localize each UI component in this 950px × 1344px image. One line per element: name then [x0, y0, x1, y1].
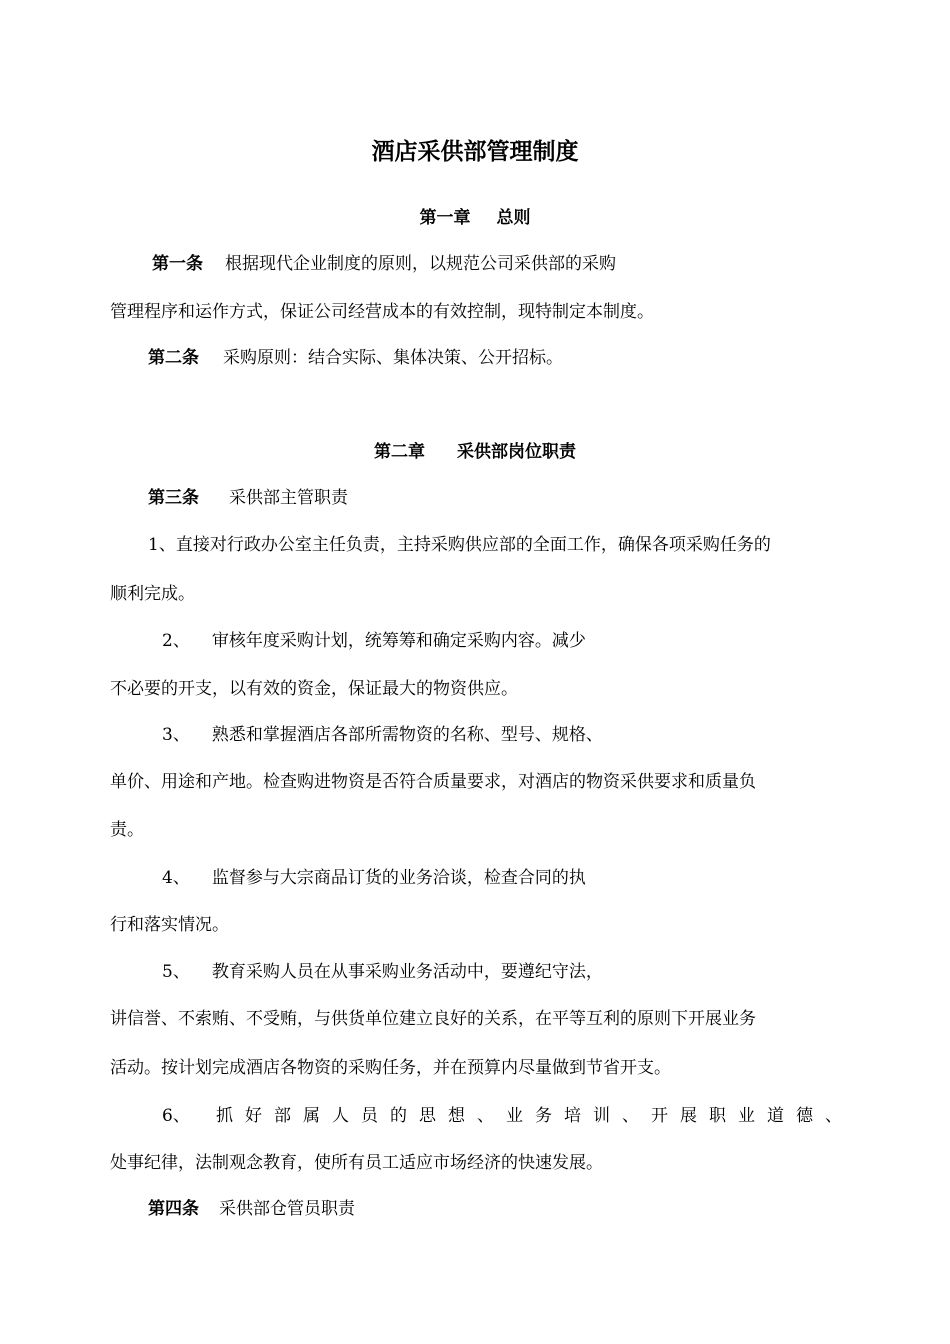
item-6-char: 展: [680, 1106, 697, 1126]
item-6-char: 部: [274, 1106, 291, 1126]
document-title: 酒店采供部管理制度: [371, 139, 579, 165]
item-6-char: 业: [506, 1106, 523, 1126]
item-2-line-2: 不必要的开支，以有效的资金，保证最大的物资供应。: [110, 679, 518, 699]
item-3-line-2: 单价、用途和产地。检查购进物资是否符合质量要求，对酒店的物资采供要求和质量负: [110, 772, 756, 792]
item-6-char: 、: [622, 1106, 639, 1126]
item-6-char: 思: [419, 1106, 436, 1126]
item-6-char: 业: [738, 1106, 755, 1126]
article-4-text: 采供部仓管员职责: [219, 1199, 355, 1219]
item-6-char: 德: [796, 1106, 813, 1126]
article-3-text: 采供部主管职责: [229, 488, 348, 508]
item-6-line-2: 处事纪律，法制观念教育，使所有员工适应市场经济的快速发展。: [110, 1153, 603, 1173]
article-2-text: 采购原则：结合实际、集体决策、公开招标。: [223, 348, 563, 368]
item-6-char: 抓: [216, 1106, 233, 1126]
item-6-char: 训: [593, 1106, 610, 1126]
item-3-text: 熟悉和掌握酒店各部所需物资的名称、型号、规格、: [211, 725, 603, 745]
item-2-number: 2、: [162, 631, 190, 651]
article-1-continuation: 管理程序和运作方式，保证公司经营成本的有效控制，现特制定本制度。: [110, 302, 654, 322]
chapter-1-heading: [0, 206, 950, 230]
item-3-line-3: 责。: [110, 820, 144, 840]
item-4-number: 4、: [162, 868, 190, 888]
item-6-char: 员: [361, 1106, 378, 1126]
item-6-char: 开: [651, 1106, 668, 1126]
item-3-number: 3、: [162, 725, 190, 745]
item-6-char: 人: [332, 1106, 349, 1126]
item-6-char: 、: [825, 1106, 842, 1126]
item-3-line-1: [162, 723, 603, 747]
item-5-line-2: 讲信誉、不索贿、不受贿，与供货单位建立良好的关系，在平等互利的原则下开展业务: [110, 1009, 756, 1029]
item-6-char: 的: [390, 1106, 407, 1126]
item-6-char: 好: [245, 1106, 262, 1126]
article-2-label: 第二条: [148, 348, 199, 368]
item-4-line-1: [162, 866, 586, 890]
chapter-1-label: 第一章: [419, 208, 471, 228]
item-6-char: 属: [303, 1106, 320, 1126]
item-6-char: 务: [535, 1106, 552, 1126]
item-2-text: 审核年度采购计划，统筹筹和确定采购内容。减少: [211, 631, 586, 651]
article-3-label: 第三条: [148, 488, 199, 508]
item-1-line-2: 顺利完成。: [110, 584, 195, 604]
chapter-1-name: 总则: [496, 208, 531, 228]
item-6-char: 培: [564, 1106, 581, 1126]
item-5-number: 5、: [162, 962, 190, 982]
article-4: [148, 1197, 355, 1221]
item-6-char: 职: [709, 1106, 726, 1126]
item-6-char: 想: [448, 1106, 465, 1126]
item-6-line-1: [216, 1104, 842, 1128]
chapter-2-heading: [0, 440, 950, 464]
item-4-line-2: 行和落实情况。: [110, 915, 229, 935]
chapter-2-label: 第二章: [374, 442, 425, 462]
article-4-label: 第四条: [148, 1199, 199, 1219]
article-3: [148, 486, 348, 510]
chapter-2-name: 采供部岗位职责: [457, 442, 576, 462]
article-1-text: 根据现代企业制度的原则，以规范公司采供部的采购: [225, 254, 616, 274]
item-6-char: 、: [477, 1106, 494, 1126]
item-5-line-1: [162, 960, 603, 984]
item-5-text: 教育采购人员在从事采购业务活动中，要遵纪守法，: [211, 962, 603, 982]
item-1-line-1: 1、直接对行政办公室主任负责，主持采购供应部的全面工作，确保各项采购任务的: [148, 535, 771, 555]
article-1-label: 第一条: [152, 254, 203, 274]
item-4-text: 监督参与大宗商品订货的业务洽谈，检查合同的执: [211, 868, 586, 888]
item-6-char: 道: [767, 1106, 784, 1126]
item-5-line-3: 活动。按计划完成酒店各物资的采购任务，并在预算内尽量做到节省开支。: [110, 1058, 671, 1078]
article-1: [152, 252, 616, 276]
article-2: [148, 346, 563, 370]
item-2-line-1: [162, 629, 586, 653]
item-6-number: 6、: [162, 1106, 190, 1126]
